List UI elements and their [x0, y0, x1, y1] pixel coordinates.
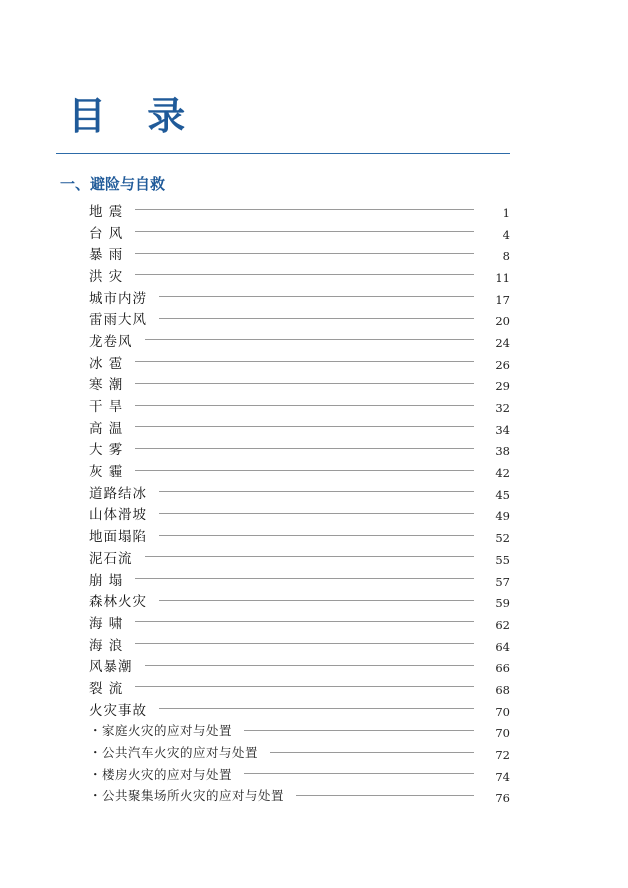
table-of-contents — [89, 199, 510, 806]
toc-subentry-building-fire[interactable] — [89, 763, 510, 785]
toc-page-number: 26 — [495, 357, 510, 372]
toc-leader-line — [135, 578, 474, 579]
toc-page-number: 20 — [495, 314, 510, 329]
toc-entry-storm-surge[interactable] — [89, 654, 510, 676]
toc-entry-label: 寒 潮 — [89, 377, 124, 394]
toc-leader-line — [159, 708, 474, 709]
toc-entry-fire-accident[interactable] — [89, 698, 510, 720]
toc-page-number: 74 — [495, 769, 510, 784]
toc-leader-line — [159, 535, 474, 536]
toc-page-number: 38 — [495, 444, 510, 459]
toc-entry-label: 暴 雨 — [89, 247, 124, 264]
toc-leader-line — [135, 426, 474, 427]
toc-leader-line — [296, 795, 474, 796]
toc-leader-line — [145, 339, 475, 340]
toc-page-number: 64 — [495, 639, 510, 654]
toc-leader-line — [135, 209, 474, 210]
toc-page-number: 32 — [495, 401, 510, 416]
toc-entry-hail[interactable] — [89, 351, 510, 373]
title-divider — [56, 153, 510, 154]
toc-entry-haze[interactable] — [89, 459, 510, 481]
toc-entry-landslide[interactable] — [89, 503, 510, 525]
toc-entry-label: 高 温 — [89, 420, 124, 437]
toc-page-number: 57 — [495, 574, 510, 589]
toc-entry-label: 地面塌陷 — [89, 529, 147, 546]
toc-entry-label: 干 旱 — [89, 399, 124, 416]
toc-entry-label: 龙卷风 — [89, 333, 133, 350]
toc-page-number: 4 — [502, 227, 510, 242]
toc-page-number: 8 — [502, 249, 510, 264]
toc-page-number: 29 — [495, 379, 510, 394]
toc-entry-label: 风暴潮 — [89, 659, 133, 676]
toc-page-number: 59 — [495, 596, 510, 611]
toc-entry-urban-waterlogging[interactable] — [89, 286, 510, 308]
toc-page-number: 11 — [495, 270, 510, 285]
toc-page-number: 76 — [495, 791, 510, 806]
toc-entry-tornado[interactable] — [89, 329, 510, 351]
toc-leader-line — [135, 621, 474, 622]
toc-entry-label: 泥石流 — [89, 550, 133, 567]
toc-entry-road-icing[interactable] — [89, 481, 510, 503]
toc-entry-label: 大 雾 — [89, 442, 124, 459]
toc-leader-line — [135, 643, 474, 644]
toc-leader-line — [135, 470, 474, 471]
toc-page-number: 42 — [495, 466, 510, 481]
toc-subentry-public-venue-fire[interactable] — [89, 785, 510, 807]
toc-leader-line — [270, 752, 474, 753]
toc-entry-tsunami[interactable] — [89, 611, 510, 633]
toc-entry-fog[interactable] — [89, 438, 510, 460]
toc-leader-line — [159, 491, 474, 492]
toc-leader-line — [159, 600, 474, 601]
toc-entry-typhoon[interactable] — [89, 221, 510, 243]
toc-entry-label: 城市内涝 — [89, 290, 147, 307]
toc-entry-label: 洪 灾 — [89, 268, 124, 285]
toc-page-number: 17 — [495, 292, 510, 307]
toc-subentry-label: ・公共汽车火灾的应对与处置 — [89, 745, 259, 761]
toc-entry-forest-fire[interactable] — [89, 589, 510, 611]
toc-entry-rockfall[interactable] — [89, 568, 510, 590]
toc-page-number: 55 — [495, 552, 510, 567]
toc-entry-drought[interactable] — [89, 394, 510, 416]
toc-subentry-label: ・楼房火灾的应对与处置 — [89, 766, 233, 782]
toc-entry-label: 冰 雹 — [89, 355, 124, 372]
toc-entry-heat[interactable] — [89, 416, 510, 438]
toc-leader-line — [159, 296, 474, 297]
toc-page-number: 49 — [495, 509, 510, 524]
toc-page-number: 66 — [495, 661, 510, 676]
toc-entry-thunderstorm-gale[interactable] — [89, 307, 510, 329]
toc-leader-line — [135, 448, 474, 449]
toc-subentry-label: ・家庭火灾的应对与处置 — [89, 723, 233, 739]
toc-entry-label: 雷雨大风 — [89, 312, 147, 329]
toc-entry-label: 海 浪 — [89, 637, 124, 654]
toc-page-number: 62 — [495, 617, 510, 632]
toc-entry-label: 台 风 — [89, 225, 124, 242]
toc-entry-label: 山体滑坡 — [89, 507, 147, 524]
toc-leader-line — [159, 513, 474, 514]
toc-page-number: 52 — [495, 531, 510, 546]
toc-leader-line — [135, 361, 474, 362]
toc-entry-label: 灰 霾 — [89, 464, 124, 481]
toc-page-number: 70 — [495, 726, 510, 741]
page-title: 目 录 — [68, 94, 200, 138]
toc-subentry-label: ・公共聚集场所火灾的应对与处置 — [89, 788, 285, 804]
toc-leader-line — [145, 665, 475, 666]
toc-page-number: 24 — [495, 335, 510, 350]
toc-entry-label: 道路结冰 — [89, 485, 147, 502]
toc-entry-debris-flow[interactable] — [89, 546, 510, 568]
toc-leader-line — [135, 383, 474, 384]
toc-entry-rainstorm[interactable] — [89, 242, 510, 264]
toc-page-number: 70 — [495, 704, 510, 719]
toc-leader-line — [135, 405, 474, 406]
section-heading: 一、避险与自救 — [60, 175, 166, 193]
toc-page-number: 1 — [502, 205, 510, 220]
toc-entry-ground-collapse[interactable] — [89, 524, 510, 546]
toc-entry-label: 裂 流 — [89, 680, 124, 697]
toc-leader-line — [135, 274, 474, 275]
toc-entry-flood[interactable] — [89, 264, 510, 286]
toc-entry-label: 海 啸 — [89, 615, 124, 632]
toc-leader-line — [135, 231, 474, 232]
toc-entry-label: 火灾事故 — [89, 702, 147, 719]
toc-leader-line — [135, 253, 474, 254]
toc-entry-rip-current[interactable] — [89, 676, 510, 698]
toc-leader-line — [244, 730, 474, 731]
toc-entry-label: 森林火灾 — [89, 594, 147, 611]
toc-entry-label: 地 震 — [89, 203, 124, 220]
toc-page-number: 34 — [495, 422, 510, 437]
toc-page-number: 72 — [495, 748, 510, 763]
toc-page-number: 45 — [495, 487, 510, 502]
toc-entry-ocean-waves[interactable] — [89, 633, 510, 655]
toc-leader-line — [244, 773, 474, 774]
toc-entry-earthquake[interactable] — [89, 199, 510, 221]
toc-entry-label: 崩 塌 — [89, 572, 124, 589]
toc-entry-cold-wave[interactable] — [89, 373, 510, 395]
toc-leader-line — [159, 318, 474, 319]
toc-subentry-home-fire[interactable] — [89, 720, 510, 742]
toc-leader-line — [145, 556, 475, 557]
toc-subentry-bus-fire[interactable] — [89, 741, 510, 763]
toc-leader-line — [135, 686, 474, 687]
toc-page-number: 68 — [495, 682, 510, 697]
